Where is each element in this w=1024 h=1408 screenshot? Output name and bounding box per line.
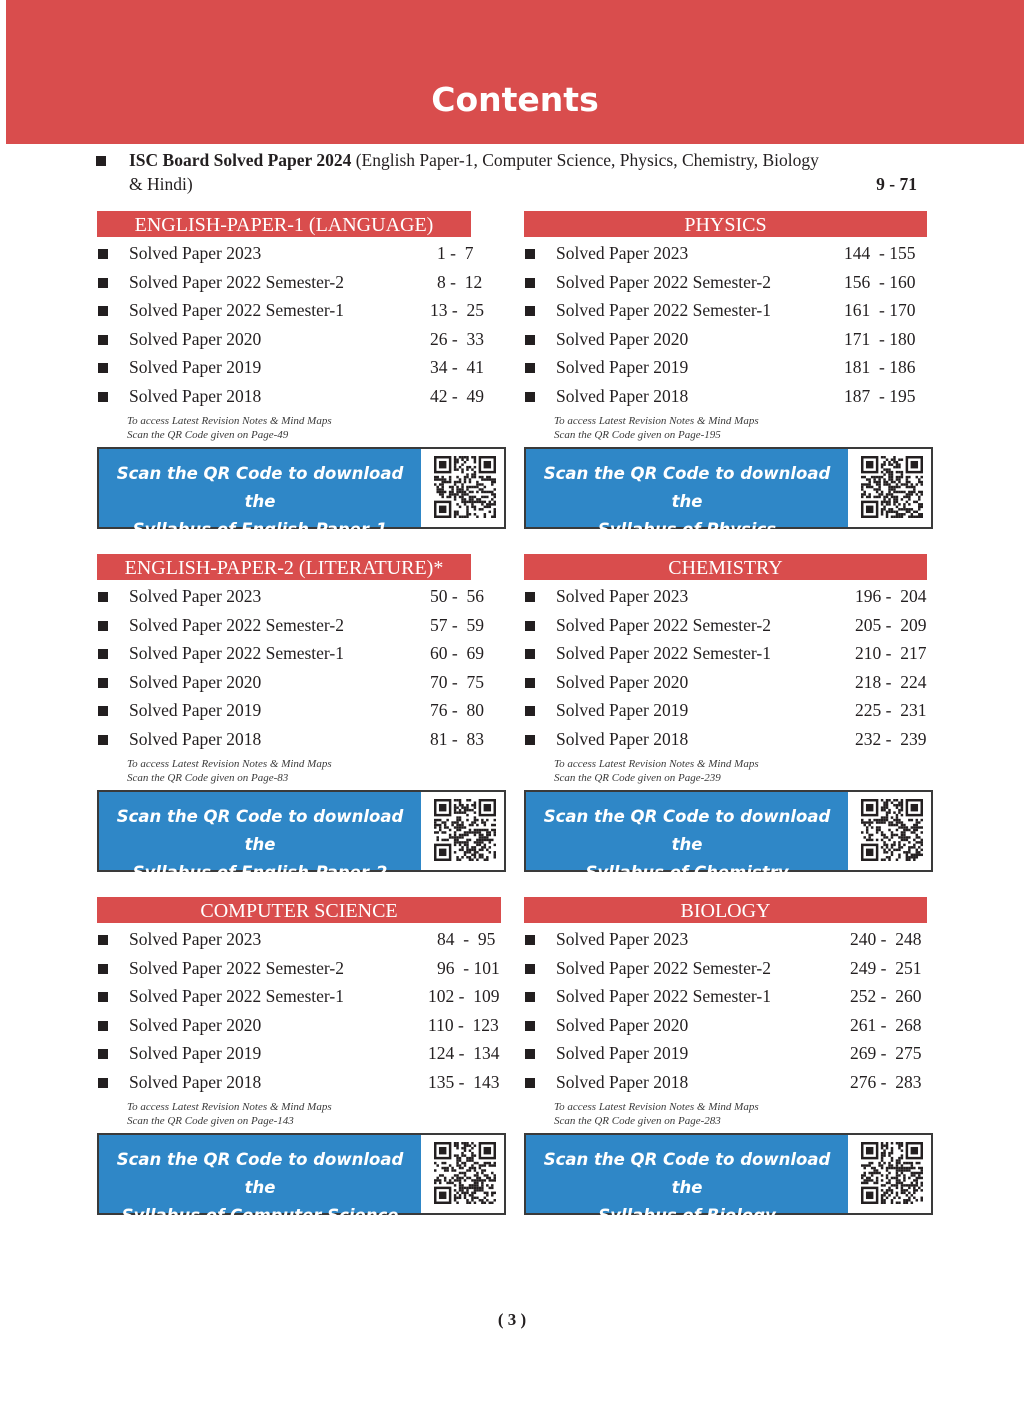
bullet-square-icon (98, 363, 108, 373)
qr-caption-line: Scan the QR Code to download the (543, 464, 831, 511)
intro-bold: ISC Board Solved Paper 2024 (129, 150, 352, 170)
item-pages: 187 - 195 (844, 385, 916, 406)
item-pages: 81 - 83 (430, 728, 484, 749)
item-pages: 1 - 7 (437, 243, 474, 263)
item-pages: 240 - 248 (850, 929, 922, 949)
list-item (524, 325, 934, 354)
note-line: Scan the QR Code given on Page-143 (127, 1115, 294, 1127)
list-item (524, 382, 934, 411)
paper-list (524, 925, 934, 1097)
item-label: Solved Paper 2022 Semester-2 (556, 271, 771, 292)
section-english-paper-1 (97, 211, 507, 539)
list-item (97, 925, 507, 954)
item-pages: 171 - 180 (844, 328, 916, 349)
section-english-paper-2 (97, 554, 507, 882)
bullet-square-icon (98, 306, 108, 316)
note-line: Scan the QR Code given on Page-195 (554, 429, 721, 441)
item-pages: 8 - 12 (437, 271, 483, 292)
item-label: Solved Paper 2018 (129, 385, 262, 406)
paper-list (97, 925, 507, 1097)
item-pages: 110 - 123 (428, 1014, 499, 1035)
bullet-square-icon (98, 678, 108, 688)
list-item (524, 925, 934, 954)
qr-caption (99, 449, 421, 539)
bullet-square-icon (96, 156, 106, 166)
item-pages: 96 - 101 (437, 957, 500, 978)
list-item (97, 353, 507, 382)
note-line: Scan the QR Code given on Page-239 (554, 772, 721, 784)
qr-caption-line: Scan the QR Code to download the (543, 1150, 831, 1197)
item-pages: 34 - 41 (430, 357, 484, 378)
qr-caption-line: Scan the QR Code to download the (116, 464, 404, 511)
item-pages: 26 - 33 (430, 328, 484, 349)
note-line: To access Latest Revision Notes & Mind Maps (554, 415, 759, 427)
section-biology (524, 897, 934, 1225)
bullet-square-icon (525, 935, 535, 945)
item-pages: 232 - 239 (855, 728, 927, 749)
revision-note (554, 414, 759, 442)
list-item (524, 296, 934, 325)
item-label: Solved Paper 2022 Semester-2 (129, 614, 344, 635)
qr-caption-line: Syllabus of Physics (597, 520, 777, 539)
list-item (97, 696, 507, 725)
item-pages: 269 - 275 (850, 1043, 922, 1064)
item-label: Solved Paper 2023 (556, 929, 689, 949)
qr-caption-line: Syllabus of English-Paper-2 (132, 863, 388, 882)
bullet-square-icon (98, 1021, 108, 1031)
item-label: Solved Paper 2023 (556, 243, 689, 263)
item-label: Solved Paper 2020 (556, 328, 689, 349)
qr-code-icon[interactable] (861, 456, 923, 518)
item-label: Solved Paper 2019 (556, 357, 689, 378)
item-pages: 60 - 69 (430, 643, 484, 664)
paper-list (97, 239, 507, 411)
bullet-square-icon (525, 249, 535, 259)
paper-list (524, 239, 934, 411)
section-title: CHEMISTRY (524, 554, 927, 580)
bullet-square-icon (525, 964, 535, 974)
bullet-square-icon (98, 992, 108, 1002)
item-label: Solved Paper 2022 Semester-2 (556, 957, 771, 978)
bullet-square-icon (525, 1049, 535, 1059)
item-label: Solved Paper 2018 (556, 385, 689, 406)
note-line: Scan the QR Code given on Page-49 (127, 429, 289, 441)
header-banner (6, 0, 1024, 144)
section-physics (524, 211, 934, 539)
list-item (97, 982, 507, 1011)
qr-code-icon[interactable] (434, 799, 496, 861)
item-pages: 252 - 260 (850, 986, 922, 1007)
item-pages: 181 - 186 (844, 357, 916, 378)
list-item (97, 725, 507, 754)
qr-code-icon[interactable] (434, 1142, 496, 1204)
item-pages: 161 - 170 (844, 300, 916, 321)
item-label: Solved Paper 2020 (129, 1014, 262, 1035)
item-pages: 70 - 75 (430, 671, 484, 692)
note-line: To access Latest Revision Notes & Mind Maps (127, 758, 332, 770)
item-pages: 261 - 268 (850, 1014, 922, 1035)
item-label: Solved Paper 2019 (129, 1043, 262, 1064)
list-item (97, 639, 507, 668)
list-item (524, 611, 934, 640)
item-pages: 249 - 251 (850, 957, 922, 978)
list-item (524, 725, 934, 754)
bullet-square-icon (525, 678, 535, 688)
page-title: Contents (431, 80, 599, 119)
qr-download-box (524, 790, 933, 882)
list-item (524, 668, 934, 697)
qr-download-box (524, 447, 933, 539)
item-label: Solved Paper 2023 (129, 929, 262, 949)
item-pages: 156 - 160 (844, 271, 916, 292)
item-label: Solved Paper 2018 (556, 1071, 689, 1092)
list-item (97, 611, 507, 640)
bullet-square-icon (98, 392, 108, 402)
section-title: COMPUTER SCIENCE (97, 897, 501, 923)
bullet-square-icon (98, 592, 108, 602)
item-pages: 124 - 134 (428, 1043, 500, 1064)
item-pages: 102 - 109 (428, 986, 500, 1007)
qr-caption-line: Syllabus of Computer Science (121, 1206, 399, 1225)
qr-download-box (97, 790, 506, 882)
paper-list (524, 582, 934, 754)
qr-code-icon[interactable] (861, 1142, 923, 1204)
bullet-square-icon (98, 706, 108, 716)
list-item (97, 1068, 507, 1097)
item-label: Solved Paper 2022 Semester-2 (556, 614, 771, 635)
section-title: ENGLISH-PAPER-1 (LANGUAGE) (97, 211, 471, 237)
page-number: ( 3 ) (497, 1310, 527, 1329)
note-line: To access Latest Revision Notes & Mind Maps (554, 1101, 759, 1113)
bullet-square-icon (525, 278, 535, 288)
item-pages: 135 - 143 (428, 1071, 500, 1092)
intro-rest: (English Paper-1, Computer Science, Physics, Chemistry, Biology & Hindi) (129, 150, 819, 194)
item-label: Solved Paper 2019 (556, 1043, 689, 1064)
paper-list (97, 582, 507, 754)
list-item (524, 1011, 934, 1040)
bullet-square-icon (525, 992, 535, 1002)
note-line: To access Latest Revision Notes & Mind Maps (127, 1101, 332, 1113)
list-item (524, 1039, 934, 1068)
item-label: Solved Paper 2022 Semester-2 (129, 271, 344, 292)
revision-note (127, 1100, 332, 1128)
list-item (524, 239, 934, 268)
revision-note (554, 1100, 759, 1128)
qr-caption (526, 1135, 848, 1225)
list-item (97, 382, 507, 411)
qr-code-icon[interactable] (434, 456, 496, 518)
item-label: Solved Paper 2022 Semester-1 (129, 986, 344, 1007)
qr-caption-line: Syllabus of Chemistry (585, 863, 789, 882)
item-label: Solved Paper 2022 Semester-1 (129, 300, 344, 321)
list-item (97, 296, 507, 325)
section-title: PHYSICS (524, 211, 927, 237)
item-pages: 196 - 204 (855, 586, 927, 606)
list-item (97, 239, 507, 268)
section-chemistry (524, 554, 934, 882)
item-label: Solved Paper 2023 (129, 586, 262, 606)
list-item (524, 982, 934, 1011)
qr-caption (99, 792, 421, 882)
revision-note (127, 414, 332, 442)
item-label: Solved Paper 2022 Semester-1 (129, 643, 344, 664)
item-pages: 205 - 209 (855, 614, 927, 635)
bullet-square-icon (525, 306, 535, 316)
note-line: Scan the QR Code given on Page-283 (554, 1115, 721, 1127)
qr-caption-line: Scan the QR Code to download the (543, 807, 831, 854)
item-label: Solved Paper 2018 (129, 728, 262, 749)
list-item (524, 1068, 934, 1097)
bullet-square-icon (98, 278, 108, 288)
item-pages: 57 - 59 (430, 614, 484, 635)
qr-caption-line: Syllabus of Biology (598, 1206, 776, 1225)
bullet-square-icon (525, 1021, 535, 1031)
list-item (524, 696, 934, 725)
note-line: To access Latest Revision Notes & Mind Maps (127, 415, 332, 427)
item-pages: 76 - 80 (430, 700, 484, 721)
intro-pages: 9 - 71 (876, 174, 917, 194)
intro-text (129, 148, 829, 196)
bullet-square-icon (525, 592, 535, 602)
item-pages: 50 - 56 (430, 586, 484, 606)
item-pages: 276 - 283 (850, 1071, 922, 1092)
qr-caption (99, 1135, 421, 1225)
item-label: Solved Paper 2023 (556, 586, 689, 606)
list-item (524, 639, 934, 668)
item-pages: 210 - 217 (855, 643, 927, 664)
bullet-square-icon (98, 735, 108, 745)
bullet-square-icon (525, 621, 535, 631)
bullet-square-icon (525, 1078, 535, 1088)
item-label: Solved Paper 2020 (556, 1014, 689, 1035)
item-pages: 218 - 224 (855, 671, 927, 692)
item-pages: 225 - 231 (855, 700, 927, 721)
item-label: Solved Paper 2020 (129, 328, 262, 349)
list-item (97, 954, 507, 983)
qr-download-box (524, 1133, 933, 1225)
item-label: Solved Paper 2019 (129, 700, 262, 721)
bullet-square-icon (98, 335, 108, 345)
list-item (524, 353, 934, 382)
note-line: Scan the QR Code given on Page-83 (127, 772, 289, 784)
qr-caption-line: Scan the QR Code to download the (116, 807, 404, 854)
item-label: Solved Paper 2022 Semester-1 (556, 643, 771, 664)
section-title: ENGLISH-PAPER-2 (LITERATURE)* (97, 554, 471, 580)
item-label: Solved Paper 2019 (129, 357, 262, 378)
qr-caption (526, 449, 848, 539)
item-label: Solved Paper 2019 (556, 700, 689, 721)
bullet-square-icon (98, 935, 108, 945)
section-computer-science (97, 897, 507, 1225)
revision-note (127, 757, 332, 785)
bullet-square-icon (525, 649, 535, 659)
list-item (524, 954, 934, 983)
bullet-square-icon (98, 1049, 108, 1059)
bullet-square-icon (525, 335, 535, 345)
item-label: Solved Paper 2018 (556, 728, 689, 749)
item-label: Solved Paper 2020 (556, 671, 689, 692)
bullet-square-icon (525, 735, 535, 745)
section-title: BIOLOGY (524, 897, 927, 923)
bullet-square-icon (98, 249, 108, 259)
qr-caption (526, 792, 848, 882)
item-label: Solved Paper 2023 (129, 243, 262, 263)
revision-note (554, 757, 759, 785)
item-label: Solved Paper 2022 Semester-1 (556, 986, 771, 1007)
bullet-square-icon (525, 363, 535, 373)
item-label: Solved Paper 2020 (129, 671, 262, 692)
list-item (97, 1039, 507, 1068)
list-item (97, 1011, 507, 1040)
item-label: Solved Paper 2022 Semester-1 (556, 300, 771, 321)
note-line: To access Latest Revision Notes & Mind Maps (554, 758, 759, 770)
qr-caption-line: Syllabus of English-Paper-1 (132, 520, 388, 539)
item-pages: 144 - 155 (844, 243, 916, 263)
item-label: Solved Paper 2022 Semester-2 (129, 957, 344, 978)
qr-download-box (97, 447, 506, 539)
list-item (524, 268, 934, 297)
bullet-square-icon (525, 392, 535, 402)
list-item (524, 582, 934, 611)
bullet-square-icon (98, 649, 108, 659)
list-item (97, 668, 507, 697)
list-item (97, 268, 507, 297)
bullet-square-icon (525, 706, 535, 716)
item-pages: 42 - 49 (430, 385, 484, 406)
qr-code-icon[interactable] (861, 799, 923, 861)
bullet-square-icon (98, 621, 108, 631)
item-pages: 13 - 25 (430, 300, 484, 321)
bullet-square-icon (98, 964, 108, 974)
qr-caption-line: Scan the QR Code to download the (116, 1150, 404, 1197)
list-item (97, 325, 507, 354)
item-label: Solved Paper 2018 (129, 1071, 262, 1092)
item-pages: 84 - 95 (437, 929, 496, 949)
list-item (97, 582, 507, 611)
bullet-square-icon (98, 1078, 108, 1088)
qr-download-box (97, 1133, 506, 1225)
